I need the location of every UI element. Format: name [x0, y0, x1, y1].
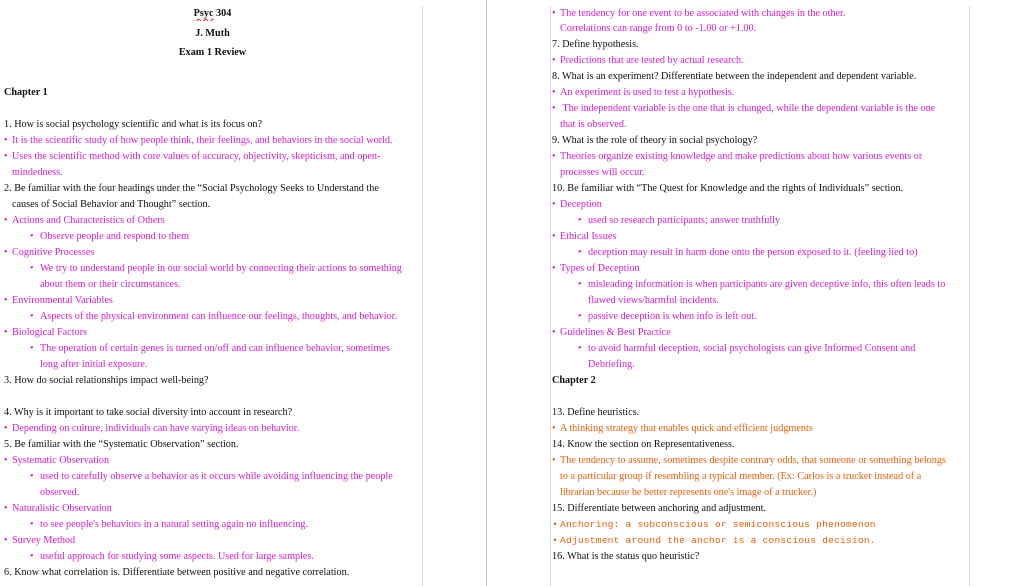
bullet-icon: • [552, 87, 556, 98]
chapter-heading [4, 85, 420, 100]
answer-subbullet [4, 517, 420, 532]
answer-bullet [552, 101, 967, 116]
line-text: useful approach for studying some aspects. Used for large samples. [40, 551, 314, 562]
answer-bullet [552, 517, 967, 532]
question-line [552, 549, 967, 564]
line-text: 4. Why is it important to take social diversity into account in research? [4, 407, 293, 418]
answer-bullet [4, 453, 420, 468]
answer-bullet [552, 453, 967, 468]
question-line [4, 565, 420, 580]
line-text: Cognitive Processes [12, 247, 95, 258]
line-text: The tendency to assume, sometimes despite contrary odds, that someone or something belongs [560, 455, 946, 466]
answer-subbullet [4, 469, 420, 484]
bullet-icon: • [552, 151, 556, 162]
bullet-icon: • [578, 279, 582, 290]
page-gutter [486, 0, 487, 586]
line-text: Predictions that are tested by actual research. [560, 55, 744, 66]
spellcheck-word: Psyc [193, 8, 214, 19]
line-text: 8. What is an experiment? Differentiate between the independent and dependent variable. [552, 71, 917, 82]
question-line [552, 181, 967, 196]
line-text: deception may result in harm done onto the person exposed to it. (feeling lied to) [588, 247, 918, 258]
line-text: It is the scientific study of how people think, their feelings, and behaviors in the social world. [12, 135, 393, 146]
document-page-right [550, 6, 970, 586]
bullet-icon: • [30, 263, 34, 274]
line-text: long after initial exposure. [40, 359, 148, 370]
chapter-heading [552, 373, 967, 388]
answer-subbullet [552, 277, 967, 292]
document-page-left [3, 6, 423, 586]
answer-bullet [4, 149, 420, 164]
line-text: Biological Factors [12, 327, 87, 338]
bullet-icon: • [578, 311, 582, 322]
answer-bullet [552, 197, 967, 212]
answer-subbullet [4, 341, 420, 356]
line-text: misleading information is when participants are given deceptive info, this often leads to [588, 279, 946, 290]
bullet-icon: • [4, 151, 8, 162]
answer-bullet [4, 421, 420, 436]
question-line [4, 181, 420, 196]
question-line [552, 405, 967, 420]
answer-continuation [552, 293, 967, 308]
line-text: Chapter 2 [552, 375, 596, 386]
line-text: about them or their circumstances. [40, 279, 181, 290]
question-line [552, 501, 967, 516]
bullet-icon: • [552, 231, 556, 242]
bullet-icon: • [4, 327, 8, 338]
answer-continuation [4, 357, 420, 372]
bullet-icon: • [30, 343, 34, 354]
line-text: 16. What is the status quo heuristic? [552, 551, 700, 562]
line-text: processes will occur. [560, 167, 645, 178]
answer-bullet [4, 325, 420, 340]
answer-continuation [4, 485, 420, 500]
line-text: Theories organize existing knowledge and make predictions about how various events or [560, 151, 923, 162]
question-line [4, 373, 420, 388]
bullet-icon: • [30, 471, 34, 482]
answer-subbullet [552, 213, 967, 228]
line-text: Observe people and respond to them [40, 231, 190, 242]
line-text: to a particular group if resembling a typical member. (Ex: Carlos is a trucker instead of a [560, 471, 922, 482]
line-text: Adjustment around the anchor is a conscious decision. [560, 535, 876, 546]
line-text: Depending on culture, individuals can have varying ideas on behavior. [12, 423, 300, 434]
bullet-icon: • [552, 327, 556, 338]
line-text: Anchoring: a subconscious or semiconscious phenomenon [560, 519, 876, 530]
bullet-icon: • [4, 247, 8, 258]
author-name: J. Muth [195, 28, 230, 39]
answer-bullet [552, 421, 967, 436]
line-text: flawed views/harmful incidents. [588, 295, 719, 306]
answer-bullet [4, 501, 420, 516]
question-continuation [4, 197, 420, 212]
line-text: Guidelines & Best Practice [560, 327, 671, 338]
answer-continuation [552, 485, 967, 500]
line-text: used to carefully observe a behavior as it occurs while avoiding influencing the people [40, 471, 393, 482]
bullet-icon: • [552, 199, 556, 210]
line-text: Debriefing. [588, 359, 635, 370]
line-text: to avoid harmful deception, social psychologists can give Informed Consent and [588, 343, 916, 354]
bullet-icon: • [30, 311, 34, 322]
bullet-icon: • [4, 455, 8, 466]
line-text: 5. Be familiar with the “Systematic Observation” section. [4, 439, 239, 450]
line-text: Types of Deception [560, 263, 640, 274]
answer-bullet [4, 533, 420, 548]
line-text: Environmental Variables [12, 295, 113, 306]
question-line [4, 437, 420, 452]
bullet-icon: • [4, 503, 8, 514]
line-text: Aspects of the physical environment can influence our feelings, thoughts, and behavior. [40, 311, 398, 322]
bullet-icon: • [4, 535, 8, 546]
line-text: Uses the scientific method with core values of accuracy, objectivity, skepticism, and open- [12, 151, 381, 162]
line-text: Naturalistic Observation [12, 503, 112, 514]
bullet-icon: • [552, 423, 556, 434]
answer-subbullet [4, 549, 420, 564]
line-text: to see people's behaviors in a natural setting again no influencing. [40, 519, 309, 530]
line-text: 10. Be familiar with “The Quest for Knowledge and the rights of Individuals” section. [552, 183, 904, 194]
answer-subbullet [552, 309, 967, 324]
answer-continuation [552, 117, 967, 132]
answer-bullet [552, 229, 967, 244]
line-text: 13. Define heuristics. [552, 407, 640, 418]
exam-title: Exam 1 Review [178, 47, 247, 58]
answer-bullet [552, 261, 967, 276]
bullet-icon: • [552, 103, 556, 114]
line-text: 2. Be familiar with the four headings under the “Social Psychology Seeks to Understand the [4, 183, 379, 194]
answer-continuation [552, 165, 967, 180]
bullet-icon: • [552, 8, 556, 19]
line-text: Correlations can range from 0 to -1.00 or +1.00. [560, 23, 757, 34]
answer-bullet [4, 213, 420, 228]
line-text: mindedness. [12, 167, 63, 178]
line-text: causes of Social Behavior and Thought” section. [12, 199, 211, 210]
line-text: Survey Method [12, 535, 76, 546]
answer-continuation [552, 469, 967, 484]
line-text: The operation of certain genes is turned on/off and can influence behavior, sometimes [40, 343, 390, 354]
answer-continuation [4, 165, 420, 180]
bullet-icon: • [4, 423, 8, 434]
question-line [552, 37, 967, 52]
answer-bullet [4, 133, 420, 148]
line-text: 9. What is the role of theory in social psychology? [552, 135, 758, 146]
bullet-icon: • [578, 215, 582, 226]
answer-bullet [552, 149, 967, 164]
answer-bullet [552, 325, 967, 340]
question-line [4, 405, 420, 420]
line-text: Actions and Characteristics of Others [12, 215, 165, 226]
question-line [552, 133, 967, 148]
course-title: Psyc 304 [193, 8, 232, 19]
answer-bullet [4, 293, 420, 308]
answer-bullet [552, 6, 967, 21]
line-text: librarian because he better represents one's image of a trucker.) [560, 487, 817, 498]
bullet-icon: • [552, 535, 558, 546]
bullet-icon: • [552, 55, 556, 66]
answer-subbullet [4, 229, 420, 244]
answer-bullet [552, 85, 967, 100]
bullet-icon: • [4, 295, 8, 306]
line-text: The independent variable is the one that is changed, while the dependent variable is the one [560, 103, 936, 114]
line-text: observed. [40, 487, 80, 498]
line-text: 3. How do social relationships impact well-being? [4, 375, 209, 386]
question-line [4, 117, 420, 132]
answer-continuation [552, 357, 967, 372]
line-text: passive deception is when info is left out. [588, 311, 757, 322]
line-text: 1. How is social psychology scientific and what is its focus on? [4, 119, 263, 130]
answer-continuation [4, 277, 420, 292]
bullet-icon: • [30, 551, 34, 562]
line-text: that is observed. [560, 119, 627, 130]
bullet-icon: • [552, 455, 556, 466]
answer-bullet [552, 53, 967, 68]
line-text: used so research participants; answer truthfully [588, 215, 781, 226]
line-text: 6. Know what correlation is. Differentiate between positive and negative correlation. [4, 567, 350, 578]
answer-subbullet [4, 261, 420, 276]
answer-subbullet [4, 309, 420, 324]
bullet-icon: • [30, 231, 34, 242]
bullet-icon: • [30, 519, 34, 530]
line-text: Chapter 1 [4, 87, 48, 98]
bullet-icon: • [552, 263, 556, 274]
bullet-icon: • [4, 135, 8, 146]
bullet-icon: • [4, 215, 8, 226]
line-text: The tendency for one event to be associated with changes in the other. [560, 8, 846, 19]
line-text: We try to understand people in our social world by connecting their actions to something [40, 263, 402, 274]
line-text: Systematic Observation [12, 455, 110, 466]
bullet-icon: • [552, 519, 558, 530]
line-text: An experiment is used to test a hypothesis. [560, 87, 735, 98]
line-text: 14. Know the section on Representativeness. [552, 439, 735, 450]
question-line [552, 437, 967, 452]
line-text: 15. Differentiate between anchoring and adjustment. [552, 503, 766, 514]
line-text: Ethical Issues [560, 231, 617, 242]
line-text: 7. Define hypothesis. [552, 39, 639, 50]
bullet-icon: • [578, 343, 582, 354]
answer-bullet [552, 533, 967, 548]
answer-bullet [4, 245, 420, 260]
question-line [552, 69, 967, 84]
line-text: A thinking strategy that enables quick and efficient judgments [560, 423, 813, 434]
line-text: Deception [560, 199, 602, 210]
answer-subbullet [552, 245, 967, 260]
answer-continuation [552, 21, 967, 36]
bullet-icon: • [578, 247, 582, 258]
answer-subbullet [552, 341, 967, 356]
